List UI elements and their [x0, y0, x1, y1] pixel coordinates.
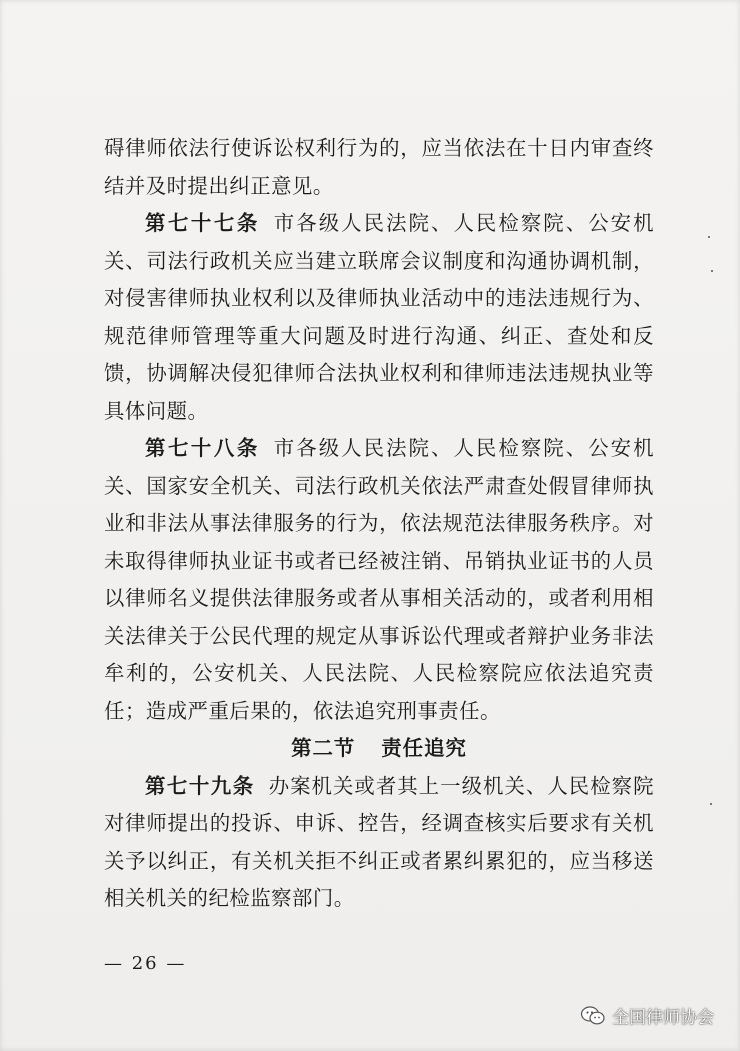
article-text: 市各级人民法院、人民检察院、公安机关、国家安全机关、司法行政机关依法严肃查处假冒律师执业和非法从事法律服务的行为，依法规范法律服务秩序。对未取得律师执业证书或者已经被注销、吊销执业证书的人员以律师名义提供法律服务或者从事相关活动的，或者利用相关法律关于公民代理的规定从事诉讼代理或者辩护业务非法牟利的，公安机关、人民法院、人民检察院应依法追究责任；造成严重后果的，依法追究刑事责任。 [104, 436, 655, 723]
wechat-icon [580, 1005, 606, 1027]
scan-speck [710, 803, 712, 805]
section-number: 第二节 [291, 736, 356, 760]
paragraph-continued [104, 130, 654, 205]
article-77 [104, 205, 654, 430]
document-body [104, 130, 654, 918]
article-number: 第七十九条 [145, 773, 255, 798]
section-heading [104, 730, 654, 768]
section-title: 责任追究 [381, 736, 467, 760]
page-number: — 26 — [104, 953, 187, 974]
article-number: 第七十八条 [145, 436, 260, 460]
scan-speck [711, 270, 713, 272]
article-78 [104, 430, 654, 730]
article-text: 办案机关或者其上一级机关、人民检察院对律师提出的投诉、申诉、控告，经调查核实后要求有关机关予以纠正，有关机关拒不纠正或者累纠累犯的，应当移送相关机关的纪检监察部门。 [104, 773, 655, 910]
article-text: 市各级人民法院、人民检察院、公安机关、司法行政机关应当建立联席会议制度和沟通协调机制，对侵害律师执业权利以及律师执业活动中的违法违规行为、规范律师管理等重大问题及时进行沟通、纠正、查处和反馈，协调解决侵犯律师合法执业权利和律师违法违规执业等具体问题。 [104, 211, 655, 423]
scan-speck [708, 236, 710, 238]
article-number: 第七十七条 [145, 211, 260, 235]
paragraph-text: 碍律师依法行使诉讼权利行为的，应当依法在十日内审查终结并及时提出纠正意见。 [104, 136, 654, 198]
watermark [580, 1003, 714, 1028]
watermark-text: 全国律师协会 [612, 1008, 714, 1028]
article-79 [104, 768, 654, 918]
